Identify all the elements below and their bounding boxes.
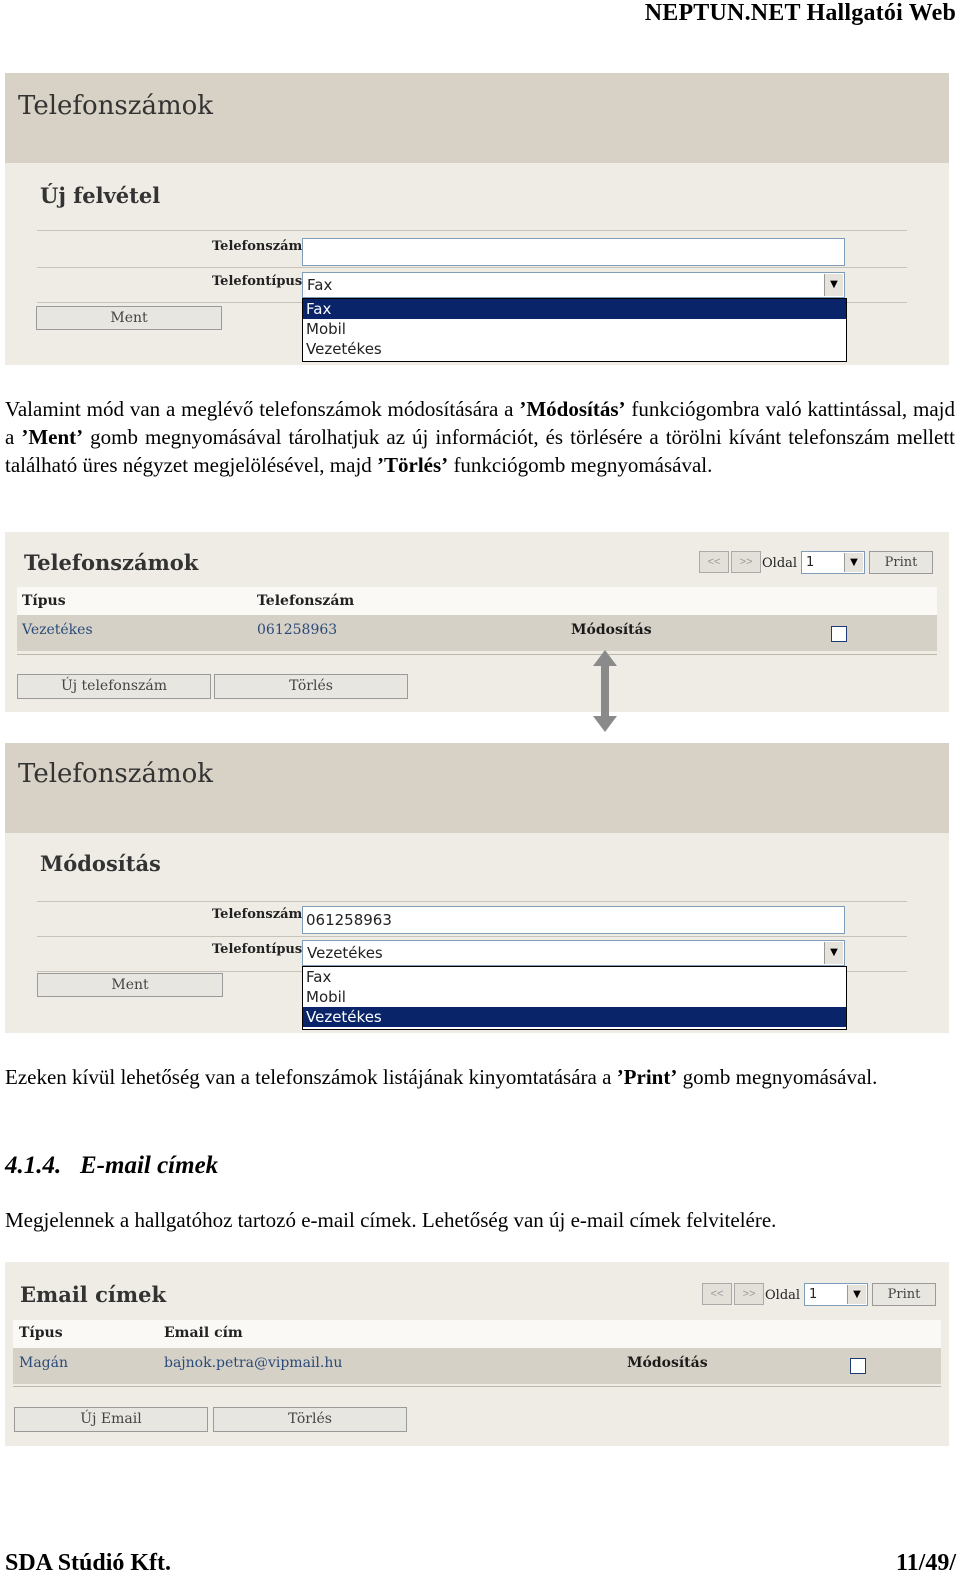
- row-email: bajnok.petra@vipmail.hu: [164, 1355, 343, 1371]
- page-label: Oldal: [765, 1288, 801, 1303]
- section-heading: 4.1.4. E-mail címek: [5, 1152, 219, 1179]
- type-select[interactable]: [302, 940, 845, 966]
- chevron-down-icon[interactable]: ▼: [847, 1285, 866, 1304]
- paragraph-print: Ezeken kívül lehetőség van a telefonszámok listájának kinyomtatására a ’Print’ gomb megnyomásával.: [5, 1065, 878, 1089]
- type-dropdown-list[interactable]: [302, 298, 847, 362]
- print-button[interactable]: Print: [869, 551, 933, 574]
- type-select-value: Fax: [307, 276, 333, 294]
- row-type: Magán: [19, 1355, 69, 1371]
- chevron-down-icon[interactable]: ▼: [824, 274, 843, 296]
- page-select[interactable]: 1 ▼: [801, 551, 865, 574]
- type-select-value: Vezetékes: [307, 944, 383, 962]
- col-header-number: Telefonszám: [257, 593, 355, 609]
- save-button[interactable]: Ment: [37, 973, 223, 997]
- panel-title: Telefonszámok: [18, 759, 214, 789]
- next-page-button[interactable]: >>: [731, 551, 761, 573]
- save-button[interactable]: Ment: [36, 306, 222, 330]
- panel-title: Email címek: [20, 1282, 166, 1307]
- next-page-button[interactable]: >>: [734, 1283, 764, 1305]
- phone-label: Telefonszám: [212, 239, 303, 254]
- screenshot-email-list: [5, 1262, 949, 1446]
- screenshot-phone-list: [5, 532, 949, 712]
- option-fax[interactable]: Fax: [306, 968, 332, 986]
- col-header-type: Típus: [19, 1325, 63, 1341]
- phone-input[interactable]: [302, 238, 845, 266]
- new-phone-button[interactable]: Új telefonszám: [17, 674, 211, 699]
- screenshot-new-phone: [5, 73, 949, 365]
- new-email-button[interactable]: Új Email: [14, 1407, 208, 1432]
- page-label: Oldal: [762, 556, 798, 571]
- type-label: Telefontípus: [212, 274, 303, 289]
- screenshot-modify-phone: [5, 743, 949, 1033]
- modify-link[interactable]: Módosítás: [627, 1355, 708, 1371]
- phone-label: Telefonszám: [212, 907, 303, 922]
- modify-link[interactable]: Módosítás: [571, 622, 652, 638]
- delete-checkbox[interactable]: [850, 1358, 866, 1374]
- panel-title: Telefonszámok: [24, 550, 199, 575]
- page-select[interactable]: 1 ▼: [804, 1283, 868, 1306]
- form-subtitle: Módosítás: [40, 851, 161, 876]
- chevron-down-icon[interactable]: ▼: [824, 942, 843, 964]
- option-vezetekes[interactable]: Vezetékes: [306, 340, 382, 358]
- delete-button[interactable]: Törlés: [213, 1407, 407, 1432]
- row-number: 061258963: [257, 622, 338, 638]
- option-fax[interactable]: Fax: [303, 299, 846, 319]
- footer-company: SDA Stúdió Kft.: [5, 1550, 172, 1576]
- type-label: Telefontípus: [212, 942, 303, 957]
- option-mobil[interactable]: Mobil: [306, 320, 346, 338]
- option-mobil[interactable]: Mobil: [306, 988, 346, 1006]
- col-header-type: Típus: [22, 593, 66, 609]
- footer-page-number: 11/49/: [895, 1550, 956, 1576]
- chevron-down-icon[interactable]: ▼: [844, 553, 863, 572]
- row-type: Vezetékes: [22, 622, 93, 638]
- phone-input[interactable]: 061258963: [302, 906, 845, 934]
- prev-page-button[interactable]: <<: [702, 1283, 732, 1305]
- type-dropdown-list[interactable]: [302, 966, 847, 1030]
- type-select[interactable]: [302, 272, 845, 298]
- col-header-email: Email cím: [164, 1325, 243, 1341]
- double-arrow-icon: [592, 650, 618, 732]
- paragraph-modify: Valamint mód van a meglévő telefonszámok módosítására a ’Módosítás’ funkciógombra való kattintással, majd a ’Ment’ gomb megnyomásával tárolhatjuk az új információt, és törlésére a törölni kívánt telefonszám mellett található üres négyzet megjelölésével, majd ’Törlés’ funkciógomb megnyomásával.: [5, 397, 955, 477]
- panel-title: Telefonszámok: [18, 91, 214, 121]
- form-subtitle: Új felvétel: [40, 183, 161, 208]
- option-vezetekes[interactable]: Vezetékes: [303, 1007, 846, 1027]
- delete-checkbox[interactable]: [831, 626, 847, 642]
- document-header: NEPTUN.NET Hallgatói Web: [644, 0, 956, 26]
- delete-button[interactable]: Törlés: [214, 674, 408, 699]
- prev-page-button[interactable]: <<: [699, 551, 729, 573]
- print-button[interactable]: Print: [872, 1283, 936, 1306]
- paragraph-email: Megjelennek a hallgatóhoz tartozó e-mail címek. Lehetőség van új e-mail címek felvitelére.: [5, 1208, 777, 1232]
